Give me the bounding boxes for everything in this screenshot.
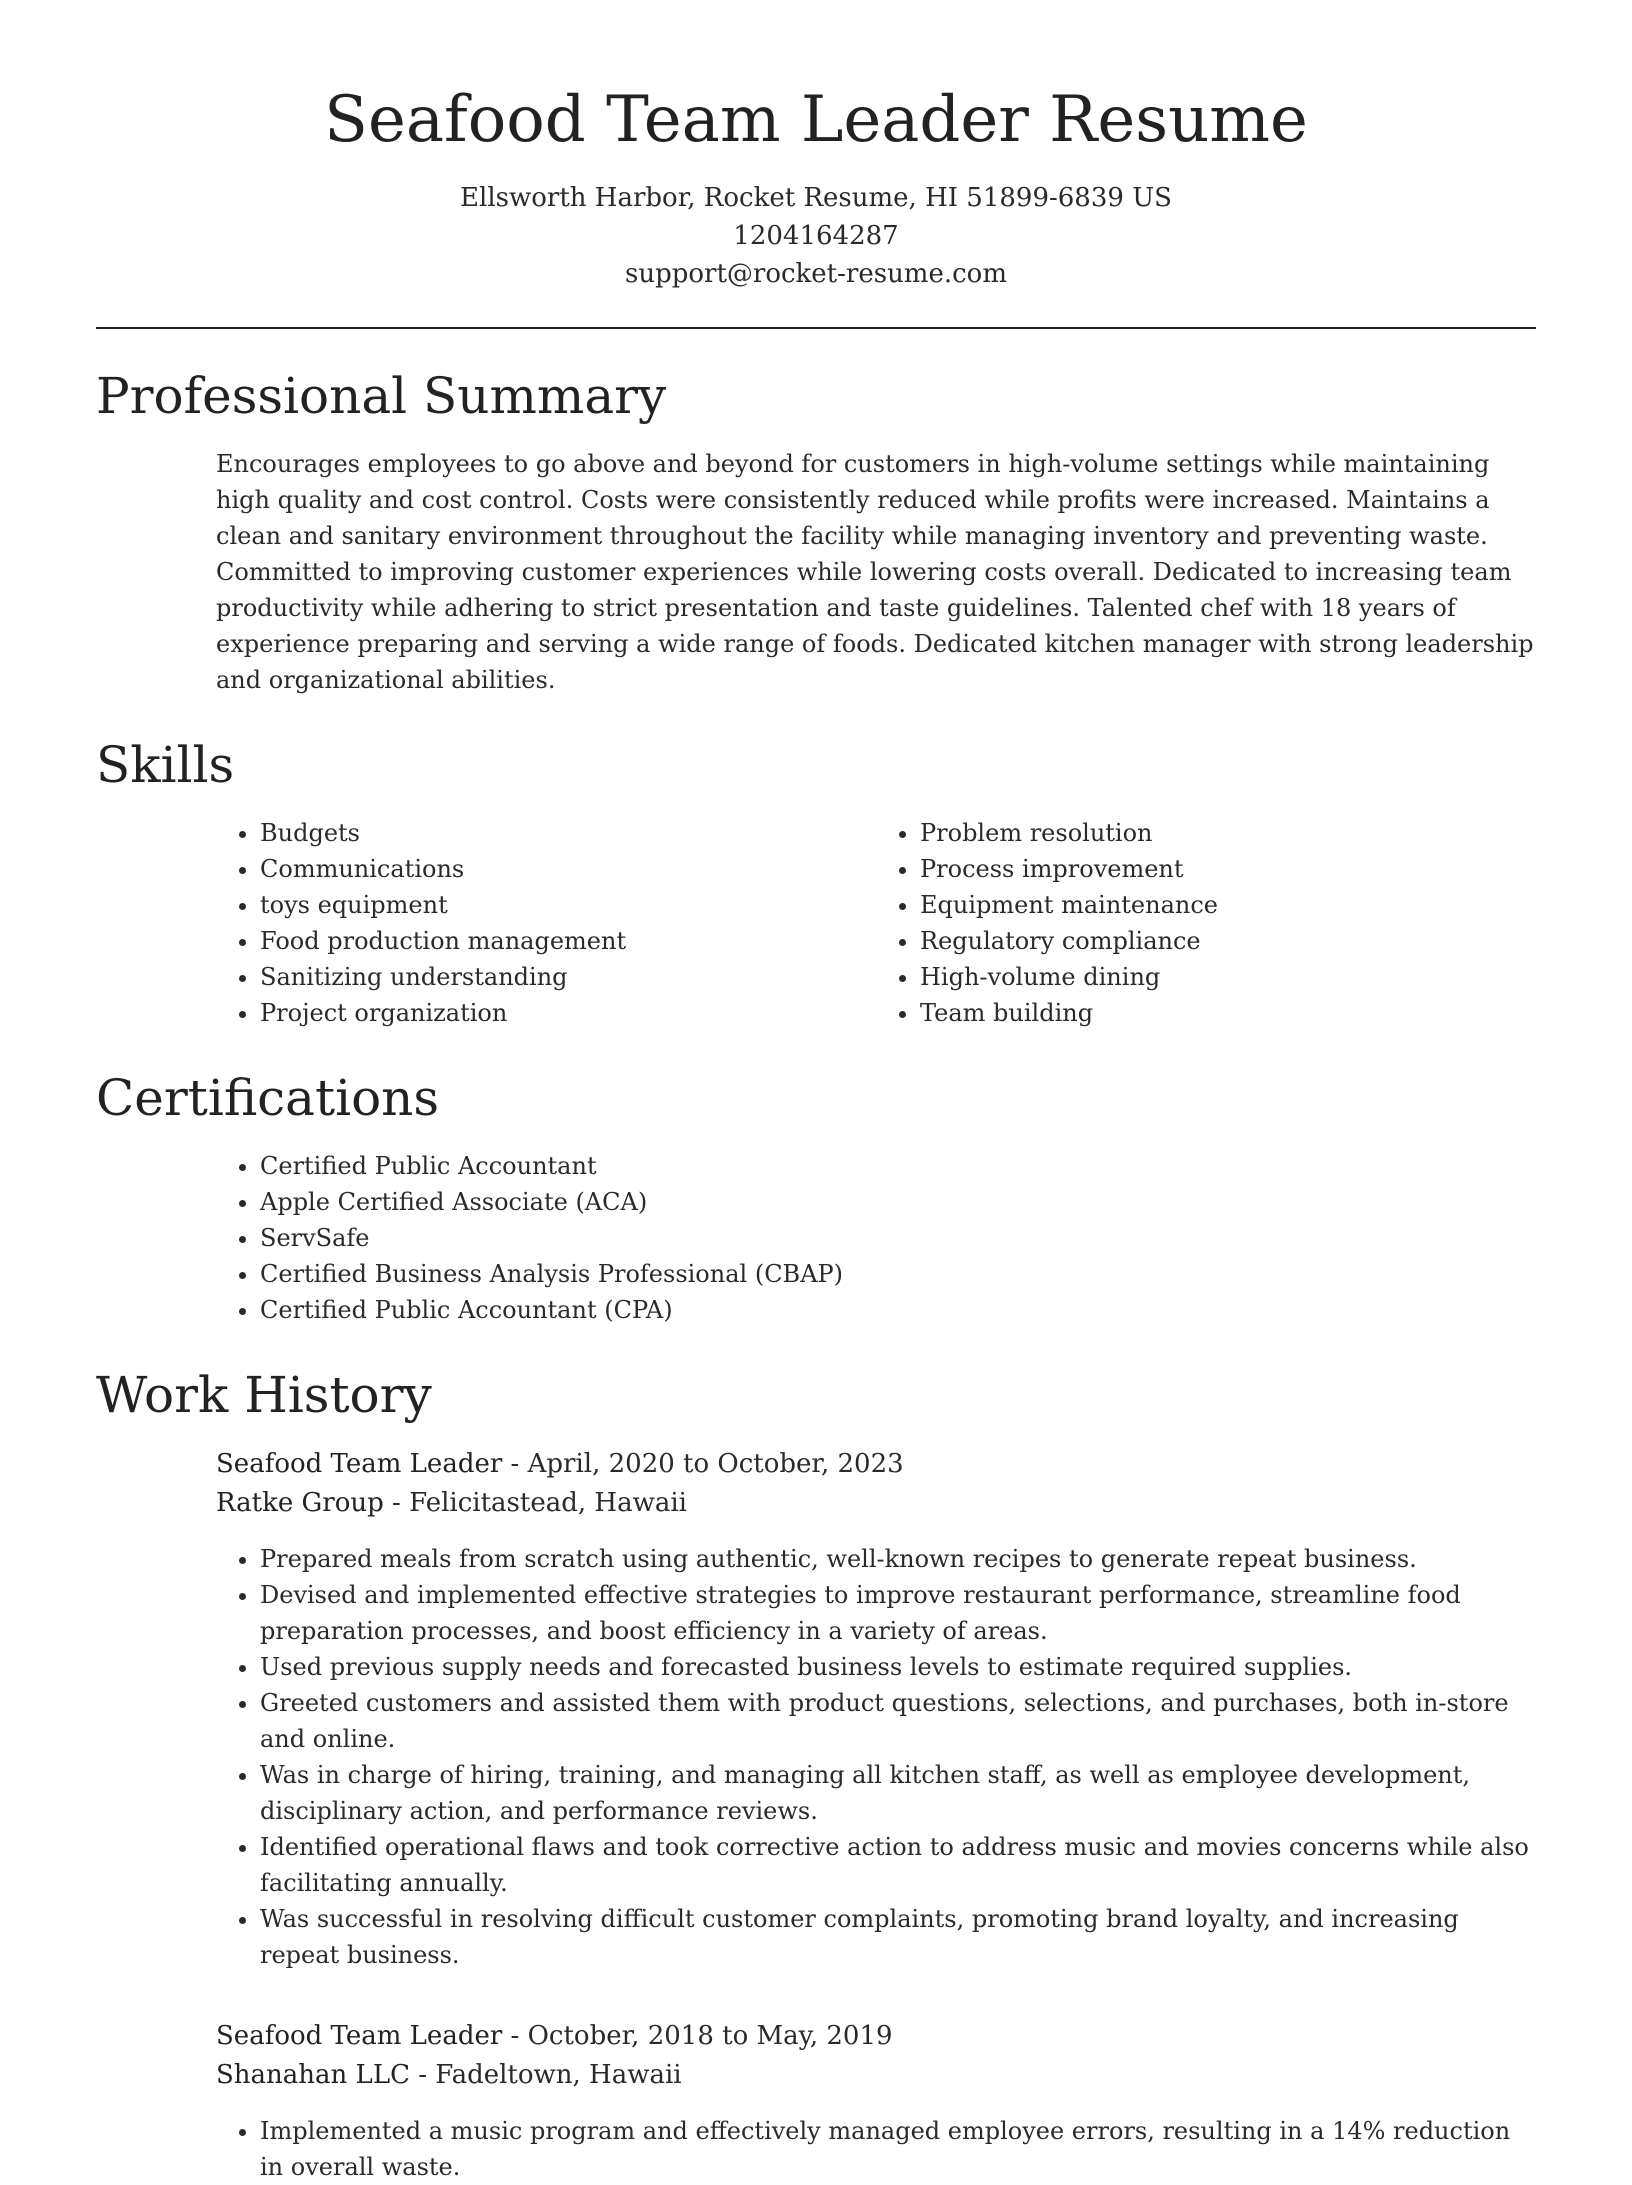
certifications-heading: Certifications [96,1068,440,1127]
skills-heading: Skills [96,735,235,794]
job-bullets [216,1541,1536,1973]
skills-list-left [216,815,876,1031]
certifications-list [216,1148,1536,1328]
job-company: Shanahan LLC [216,2059,410,2090]
job-dates: - October, 2018 to May, 2019 [502,2020,893,2051]
contact-email: support@rocket-resume.com [624,258,1007,289]
job-company: Ratke Group [216,1487,384,1518]
skill-item: • Regulatory compliance [920,923,1536,959]
skill-item: • Team building [920,995,1536,1031]
contact-phone: 1204164287 [733,220,899,251]
header-divider [96,327,1536,329]
job-bullet: • Used previous supply needs and forecasted business levels to estimate required supplies. [260,1649,1536,1685]
job-entry [216,1445,1536,1973]
skill-item: • toys equipment [260,887,876,923]
resume-header [96,0,1536,293]
job-company-line [216,2056,1536,2095]
certification-item: • Apple Certified Associate (ACA) [260,1184,1536,1220]
page-title: Seafood Team Leader Resume [324,83,1308,157]
job-title-line [216,1445,1536,1484]
skill-item: • Equipment maintenance [920,887,1536,923]
job-bullet: • Prepared meals from scratch using authentic, well-known recipes to generate repeat business. [260,1541,1536,1577]
certification-item: • Certified Business Analysis Professional (CBAP) [260,1256,1536,1292]
job-bullet: • Was in charge of hiring, training, and managing all kitchen staff, as well as employee development, disciplinary action, and performance reviews. [260,1757,1536,1829]
work-history-heading: Work History [96,1365,432,1424]
summary-heading: Professional Summary [96,366,667,425]
job-entry [216,2017,1536,2185]
skill-item: • Communications [260,851,876,887]
job-location: - Felicitastead, Hawaii [383,1487,687,1518]
skill-item: • High-volume dining [920,959,1536,995]
skill-item: • Project organization [260,995,876,1031]
job-location: - Fadeltown, Hawaii [409,2059,682,2090]
skill-item: • Sanitizing understanding [260,959,876,995]
job-title: Seafood Team Leader [216,2020,503,2051]
job-bullet: • Implemented a music program and effectively managed employee errors, resulting in a 14% reduction in overall waste. [260,2113,1536,2185]
skill-item: • Process improvement [920,851,1536,887]
summary-text: Encourages employees to go above and beyond for customers in high-volume settings while maintaining high quality and cost control. Costs were consistently reduced while profits were increased. Maintains a clean and sanitary environment throughout the facility while managing inventory and preventing waste. Committed to improving customer experiences while lowering costs overall. Dedicated to increasing team productivity while adhering to strict presentation and taste guidelines. Talented chef with 18 years of experience preparing and serving a wide range of foods. Dedicated kitchen manager with strong leadership and organizational abilities. [216,449,1534,694]
skill-item: • Problem resolution [920,815,1536,851]
job-dates: - April, 2020 to October, 2023 [502,1448,904,1479]
job-bullet: • Identified operational flaws and took corrective action to address music and movies concerns while also facilitating annually. [260,1829,1536,1901]
job-company-line [216,1484,1536,1523]
skills-list-right [876,815,1536,1031]
contact-block [96,179,1536,293]
job-title: Seafood Team Leader [216,1448,503,1479]
job-bullet: • Greeted customers and assisted them with product questions, selections, and purchases, both in-store and online. [260,1685,1536,1757]
certification-item: • Certified Public Accountant [260,1148,1536,1184]
contact-address: Ellsworth Harbor, Rocket Resume, HI 51899-6839 US [460,182,1172,213]
skill-item: • Food production management [260,923,876,959]
job-bullets [216,2113,1536,2185]
job-bullet: • Devised and implemented effective strategies to improve restaurant performance, streamline food preparation processes, and boost efficiency in a variety of areas. [260,1577,1536,1649]
certification-item: • Certified Public Accountant (CPA) [260,1292,1536,1328]
certification-item: • ServSafe [260,1220,1536,1256]
skill-item: • Budgets [260,815,876,851]
skills-columns [216,815,1536,1031]
job-title-line [216,2017,1536,2056]
job-bullet: • Was successful in resolving difficult customer complaints, promoting brand loyalty, and increasing repeat business. [260,1901,1536,1973]
